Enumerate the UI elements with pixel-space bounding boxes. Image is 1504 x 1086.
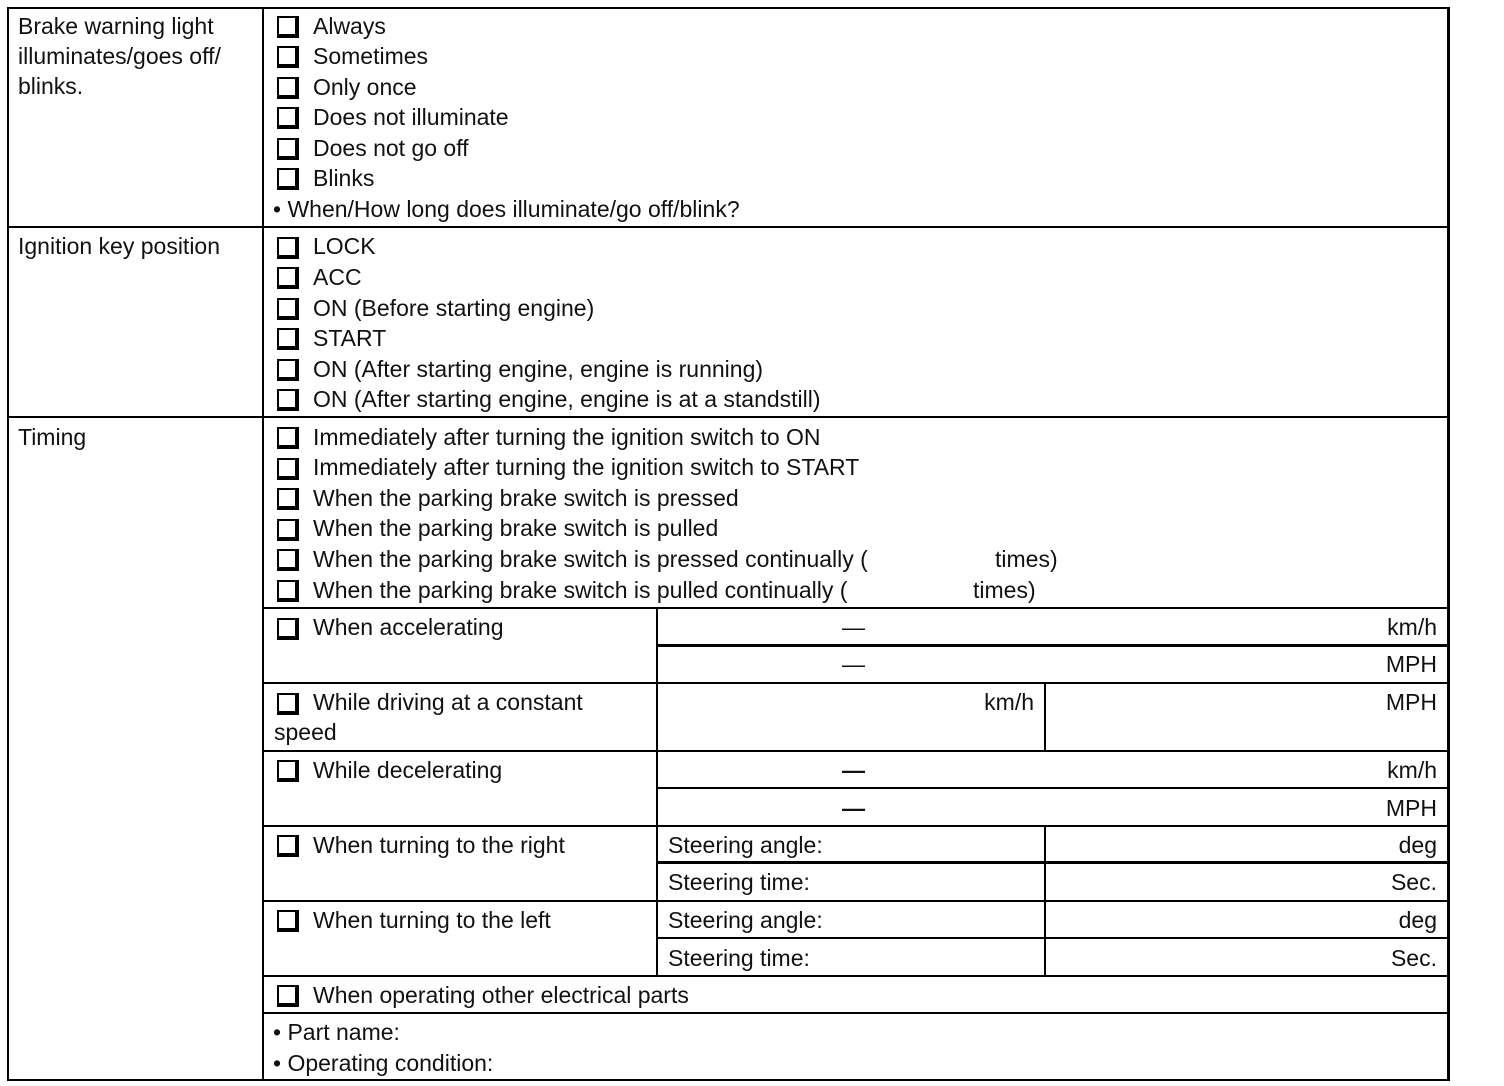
option-label: Does not illuminate [313, 104, 509, 130]
checkbox-always[interactable] [277, 16, 299, 38]
turning-right-label: When turning to the right [313, 832, 565, 858]
unit-mph: MPH [1385, 689, 1437, 715]
checkbox-does-not-illuminate[interactable] [277, 107, 299, 129]
range-dash: — [842, 651, 865, 677]
checkbox-after-ign-start[interactable] [277, 458, 299, 480]
option-label: When the parking brake switch is pulled [313, 515, 719, 541]
option-label: Only once [313, 74, 417, 100]
range-dash: — [842, 757, 865, 783]
brake-warning-note: • When/How long does illuminate/go off/blink? [273, 196, 740, 222]
unit-kmh: km/h [1387, 757, 1437, 783]
option-label: ON (After starting engine, engine is at a standstill) [313, 386, 821, 412]
option-label: LOCK [313, 233, 376, 259]
checkbox-on-before-start[interactable] [277, 298, 299, 320]
range-dash: — [842, 614, 865, 640]
checkbox-on-engine-standstill[interactable] [277, 389, 299, 411]
unit-mph: MPH [1385, 651, 1437, 677]
decelerating-label: While decelerating [313, 757, 503, 783]
option-label: When the parking brake switch is pressed [313, 485, 739, 511]
times-label: times) [973, 577, 1036, 603]
operating-condition-field: • Operating condition: [273, 1050, 494, 1076]
constant-speed-label: While driving at a constant speed [274, 689, 583, 745]
accelerating-label: When accelerating [313, 614, 504, 640]
option-label: Blinks [313, 165, 375, 191]
checkbox-turning-left[interactable] [277, 910, 299, 932]
checkbox-on-engine-running[interactable] [277, 359, 299, 381]
unit-sec: Sec. [1390, 945, 1437, 971]
unit-deg: deg [1398, 907, 1437, 933]
checkbox-only-once[interactable] [277, 77, 299, 99]
checkbox-blinks[interactable] [277, 168, 299, 190]
turning-left-label: When turning to the left [313, 907, 551, 933]
option-label: ON (After starting engine, engine is running) [313, 356, 764, 382]
checkbox-does-not-go-off[interactable] [277, 138, 299, 160]
steering-angle-label: Steering angle: [668, 832, 823, 858]
checkbox-accelerating[interactable] [277, 618, 299, 640]
ignition-label: Ignition key position [18, 233, 221, 259]
timing-label: Timing [18, 424, 87, 450]
checkbox-brake-pressed[interactable] [277, 488, 299, 510]
checkbox-start[interactable] [277, 328, 299, 350]
checkbox-acc[interactable] [277, 267, 299, 289]
steering-time-label: Steering time: [668, 945, 810, 971]
option-label: Immediately after turning the ignition switch to START [313, 454, 860, 480]
option-label: START [313, 325, 387, 351]
range-dash: — [842, 795, 865, 821]
option-label: When the parking brake switch is pulled continually ( [313, 577, 848, 603]
checkbox-decelerating[interactable] [277, 760, 299, 782]
option-label: Does not go off [313, 135, 469, 161]
unit-kmh: km/h [1387, 614, 1437, 640]
other-parts-label: When operating other electrical parts [313, 982, 689, 1008]
option-label: Sometimes [313, 43, 429, 69]
unit-sec: Sec. [1390, 869, 1437, 895]
times-label: times) [995, 546, 1058, 572]
option-label: Immediately after turning the ignition switch to ON [313, 424, 821, 450]
part-name-field: • Part name: [273, 1019, 400, 1045]
option-label: ACC [313, 264, 362, 290]
steering-time-label: Steering time: [668, 869, 810, 895]
option-label: When the parking brake switch is pressed continually ( [313, 546, 868, 572]
brake-warning-label: Brake warning light illuminates/goes off/ blinks. [18, 13, 221, 99]
checkbox-after-ign-on[interactable] [277, 427, 299, 449]
steering-angle-label: Steering angle: [668, 907, 823, 933]
unit-kmh: km/h [984, 689, 1034, 715]
checkbox-sometimes[interactable] [277, 46, 299, 68]
unit-mph: MPH [1385, 795, 1437, 821]
option-label: ON (Before starting engine) [313, 295, 595, 321]
checkbox-brake-pulled-continually[interactable] [277, 580, 299, 602]
checkbox-other-electrical-parts[interactable] [277, 985, 299, 1007]
option-label: Always [313, 13, 386, 39]
checkbox-brake-pulled[interactable] [277, 519, 299, 541]
unit-deg: deg [1398, 832, 1437, 858]
checkbox-lock[interactable] [277, 237, 299, 259]
checkbox-turning-right[interactable] [277, 835, 299, 857]
checkbox-brake-pressed-continually[interactable] [277, 549, 299, 571]
